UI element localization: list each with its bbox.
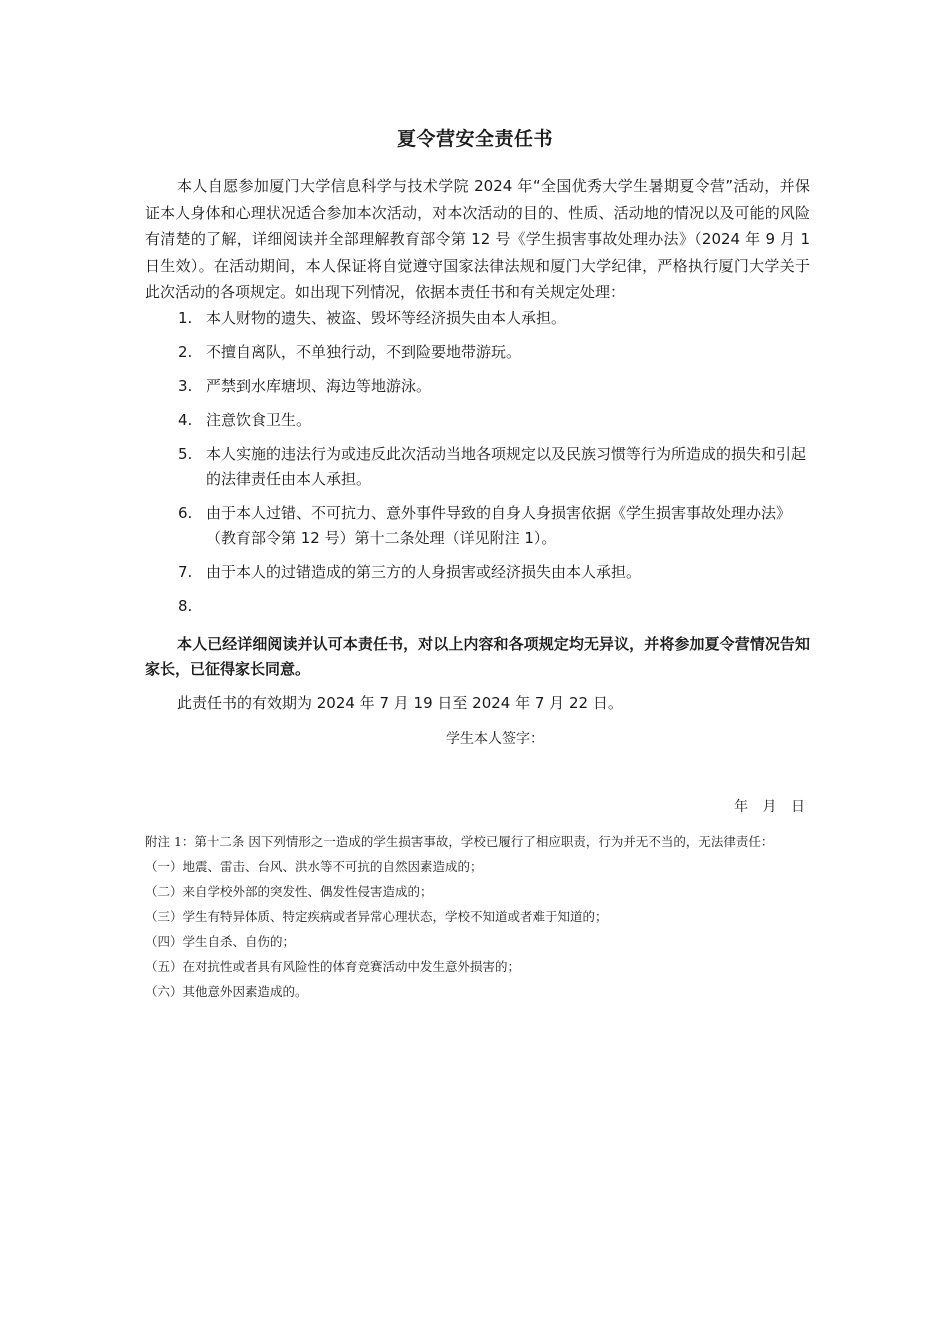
note-line: （二）来自学校外部的突发性、偶发性侵害造成的； bbox=[145, 884, 433, 899]
list-item bbox=[145, 374, 810, 399]
agreement-statement: 本人已经详细阅读并认可本责任书，对以上内容和各项规定均无异议，并将参加夏令营情况告知家长，已征得家长同意。 bbox=[145, 635, 810, 678]
list-item bbox=[145, 408, 810, 433]
rules-list bbox=[145, 306, 810, 615]
list-item-number: 3. bbox=[178, 377, 193, 395]
date-label: 年 月 日 bbox=[734, 799, 807, 815]
intro-paragraph: 本人自愿参加厦门大学信息科学与技术学院 2024 年“全国优秀大学生暑期夏令营”活动，并保证本人身体和心理状况适合参加本次活动，对本次活动的目的、性质、活动地的情况以及可能的风险有清楚的了解，详细阅读并全部理解教育部令第 12 号《学生损害事故处理办法》（2024 年 9 月 1 日生效）。在活动期间，本人保证将自觉遵守国家法律法规和厦门大学纪律，严格执行厦门大学关于此次活动的各项规定。如出现下列情况，依据本责任书和有关规定处理： bbox=[145, 177, 810, 302]
note-line: （四）学生自杀、自伤的； bbox=[145, 934, 296, 949]
signature-label: 学生本人签字： bbox=[446, 731, 544, 747]
appendix-note bbox=[145, 829, 800, 1004]
list-item-number: 4. bbox=[178, 411, 193, 429]
list-item-text: 本人财物的遗失、被盗、毁坏等经济损失由本人承担。 bbox=[206, 309, 567, 327]
note-heading: 附注 1：第十二条 因下列情形之一造成的学生损害事故，学校已履行了相应职责，行为并无不当的，无法律责任： bbox=[145, 834, 774, 849]
list-item bbox=[145, 442, 810, 492]
document-title: 夏令营安全责任书 bbox=[396, 128, 553, 150]
list-item-text: 本人实施的违法行为或违反此次活动当地各项规定以及民族习惯等行为所造成的损失和引起的法律责任由本人承担。 bbox=[206, 445, 807, 488]
list-item-number: 7. bbox=[178, 563, 193, 581]
list-item-number: 2. bbox=[178, 343, 193, 361]
list-item-text: 注意饮食卫生。 bbox=[206, 411, 312, 429]
list-item bbox=[145, 306, 810, 331]
list-item bbox=[145, 560, 810, 585]
list-item-text: 不擅自离队，不单独行动，不到险要地带游玩。 bbox=[206, 343, 522, 361]
list-item-text: 由于本人过错、不可抗力、意外事件导致的自身人身损害依据《学生损害事故处理办法》（教育部令第 12 号）第十二条处理（详见附注 1）。 bbox=[206, 504, 792, 547]
note-line: （六）其他意外因素造成的。 bbox=[145, 984, 308, 999]
list-item-text: 严禁到水库塘坝、海边等地游泳。 bbox=[206, 377, 432, 395]
list-item bbox=[145, 501, 810, 551]
note-line: （三）学生有特异体质、特定疾病或者异常心理状态，学校不知道或者难于知道的； bbox=[145, 909, 608, 924]
list-item-number: 5. bbox=[178, 445, 193, 463]
list-item-number: 6. bbox=[178, 504, 193, 522]
list-item-number: 8. bbox=[178, 597, 193, 615]
list-item-text: 由于本人的过错造成的第三方的人身损害或经济损失由本人承担。 bbox=[206, 563, 642, 581]
note-line: （一）地震、雷击、台风、洪水等不可抗的自然因素造成的； bbox=[145, 859, 483, 874]
validity-period: 此责任书的有效期为 2024 年 7 月 19 日至 2024 年 7 月 22 日。 bbox=[177, 694, 623, 712]
list-item-number: 1. bbox=[178, 309, 193, 327]
note-line: （五）在对抗性或者具有风险性的体育竞赛活动中发生意外损害的； bbox=[145, 959, 521, 974]
list-item bbox=[145, 340, 810, 365]
